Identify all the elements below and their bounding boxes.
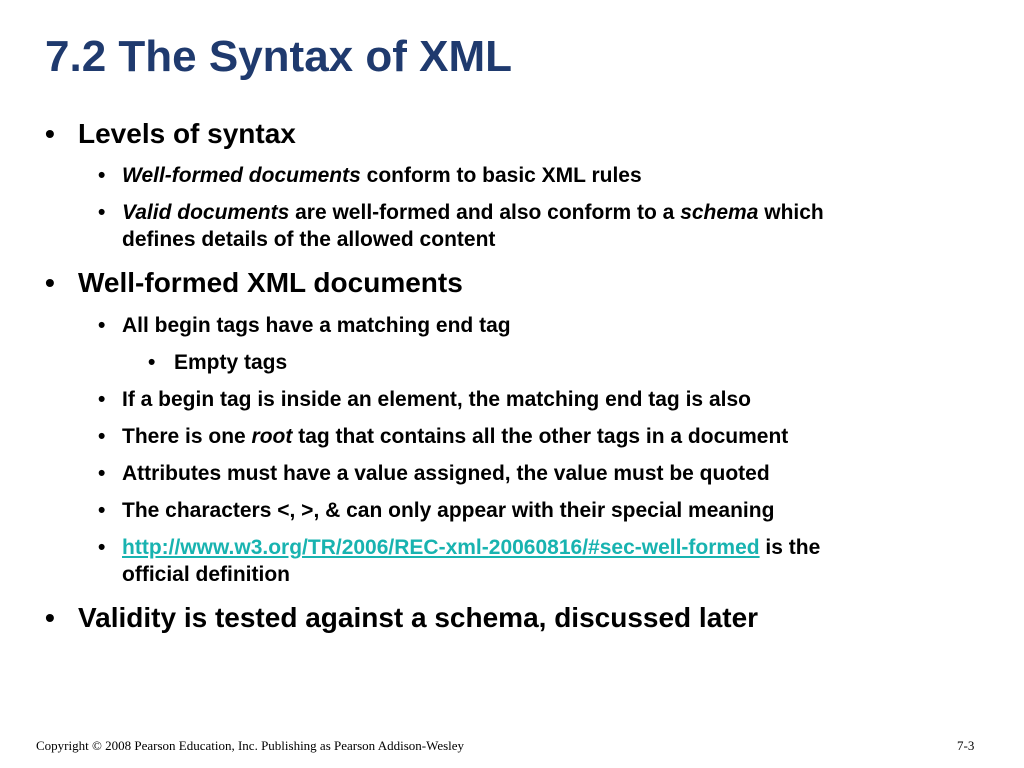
emphasis-text: root: [251, 425, 293, 448]
plain-text: There is one: [122, 425, 252, 448]
sub-sub-bullet-text: Empty tags: [174, 351, 288, 374]
bullet-dot-icon: •: [98, 536, 106, 559]
plain-text: are well-formed and also conform to a: [289, 201, 681, 224]
bullet-dot-icon: •: [45, 118, 55, 149]
plain-text: is the: [759, 536, 821, 559]
sub-bullet-text: [122, 425, 788, 449]
bullet-dot-icon: •: [98, 425, 106, 448]
sub-bullet-text-continued: defines details of the allowed content: [122, 228, 496, 251]
page-number: 7-3: [957, 738, 975, 753]
bullet-text: Well-formed XML documents: [78, 267, 463, 298]
bullet-dot-icon: •: [98, 388, 106, 411]
bullet-dot-icon: •: [45, 602, 55, 633]
bullet-dot-icon: •: [45, 267, 55, 298]
plain-text: which: [758, 201, 824, 224]
sub-bullet-text-continued: official definition: [122, 563, 290, 586]
emphasis-text: Valid documents: [122, 201, 290, 224]
emphasis-text: schema: [680, 201, 759, 224]
bullet-text: Levels of syntax: [78, 118, 296, 149]
bullet-text: Validity is tested against a schema, discussed later: [78, 602, 759, 633]
plain-text: tag that contains all the other tags in a document: [292, 425, 789, 448]
w3c-spec-link[interactable]: http://www.w3.org/TR/2006/REC-xml-20060816/#sec-well-formed: [122, 536, 760, 559]
bullet-dot-icon: •: [98, 314, 106, 337]
plain-text: conform to basic XML rules: [360, 164, 642, 187]
slide-title: 7.2 The Syntax of XML: [45, 32, 512, 81]
sub-bullet-text: [122, 164, 642, 188]
emphasis-text: Well-formed documents: [122, 164, 361, 187]
bullet-dot-icon: •: [98, 164, 106, 187]
sub-bullet-text: [122, 536, 820, 560]
sub-bullet-text: Attributes must have a value assigned, the value must be quoted: [122, 462, 770, 485]
copyright-footer: Copyright © 2008 Pearson Education, Inc. Publishing as Pearson Addison-Wesley: [36, 738, 465, 753]
sub-bullet-text: [122, 201, 824, 225]
bullet-dot-icon: •: [148, 351, 156, 374]
sub-bullet-text: All begin tags have a matching end tag: [122, 314, 511, 337]
sub-bullet-text: The characters <, >, & can only appear with their special meaning: [122, 499, 775, 522]
bullet-dot-icon: •: [98, 499, 106, 522]
sub-bullet-text: If a begin tag is inside an element, the matching end tag is also: [122, 388, 751, 411]
bullet-dot-icon: •: [98, 201, 106, 224]
bullet-dot-icon: •: [98, 462, 106, 485]
